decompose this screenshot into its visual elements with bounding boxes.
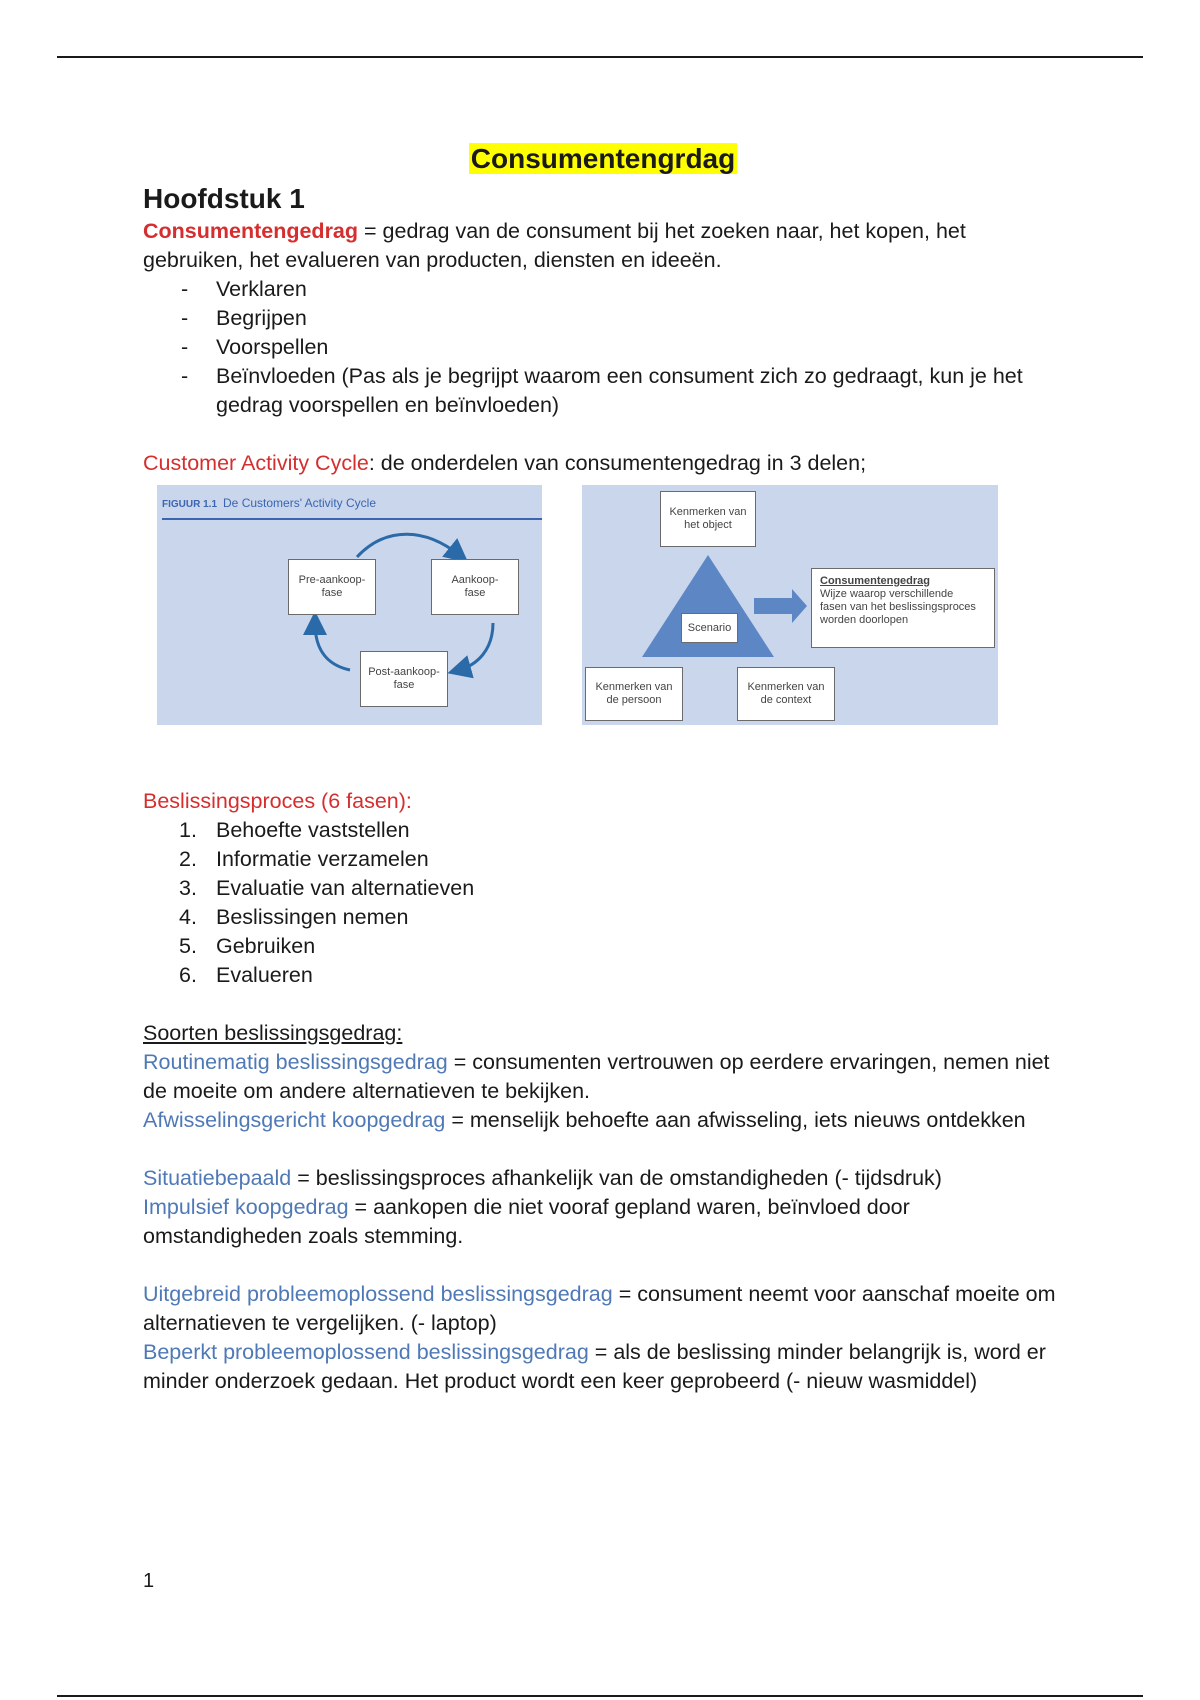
cycle-term: Customer Activity Cycle [143,451,369,475]
activity-cycle-figure [157,485,542,725]
cycle-text: : de onderdelen van consumentengedrag in 3 delen; [368,451,867,475]
pre-aankoop-box: Pre-aankoop- fase [288,559,376,615]
page-number: 1 [143,1570,155,1592]
consumer-behavior-model-figure [582,485,998,725]
definition-paragraph [143,217,1063,275]
impulse-paragraph: Impulsief koopgedrag = aankopen die niet vooraf gepland waren, beïnvloed door omstandigheden zoals stemming. [143,1195,910,1248]
chapter-heading: Hoofdstuk 1 [143,183,305,214]
list-item: 6. Evalueren [179,963,313,987]
routine-paragraph: Routinematig beslissingsgedrag = consumenten vertrouwen op eerdere ervaringen, nemen niet de moeite om andere alternatieven te bekijken. [143,1050,1050,1103]
list-item: 2. Informatie verzamelen [179,847,429,871]
document-body [143,140,1063,1396]
list-item: 4. Beslissingen nemen [179,905,409,929]
process-heading: Beslissingsproces (6 fasen): [143,789,412,813]
list-item: - Beïnvloeden (Pas als je begrijpt waarom een consument zich zo gedraagt, kun je het gedrag voorspellen en beïnvloeden) [181,364,1023,417]
top-rule [57,56,1143,58]
variety-paragraph: Afwisselingsgericht koopgedrag = menselijk behoefte aan afwisseling, iets nieuws ontdekken [143,1108,1026,1132]
figure-caption: FIGUUR 1.1 De Customers' Activity Cycle [162,496,377,510]
situational-paragraph: Situatiebepaald = beslissingsproces afhankelijk van de omstandigheden (- tijdsdruk) [143,1166,942,1190]
arrow-pre-to-aankoop [357,534,459,557]
definition-text: = gedrag van de consument bij het zoeken naar, het kopen, het gebruiken, het evalueren van producten, diensten en ideeën. [143,219,966,272]
arrow-post-to-pre [315,623,350,670]
limited-paragraph: Beperkt probleemoplossend beslissingsgedrag = als de beslissing minder belangrijk is, word er minder onderzoek gedaan. Het product wordt een keer geprobeerd (- nieuw wasmiddel) [143,1340,1046,1393]
document-title: Consumentengrdag [470,143,736,174]
aankoop-box: Aankoop- fase [431,559,519,615]
model-arrow [754,589,807,623]
cycle-paragraph [143,449,1063,478]
list-item: - Verklaren [181,277,307,301]
process-steps-list [143,816,1063,990]
context-characteristics-box: Kenmerken van de context [737,667,835,721]
goals-list [143,275,1063,420]
arrow-aankoop-to-post [459,623,493,670]
types-heading: Soorten beslissingsgedrag: [143,1021,403,1045]
bottom-rule [57,1695,1143,1697]
extended-paragraph: Uitgebreid probleemoplossend beslissingsgedrag = consument neemt voor aanschaf moeite om alternatieven te vergelijken. (- laptop) [143,1282,1056,1335]
figures-row [157,485,1063,725]
list-item: 3. Evaluatie van alternatieven [179,876,475,900]
consumer-behavior-box: Consumentengedrag Wijze waarop verschillende fasen van het beslissingsproces worden doorlopen [811,568,995,648]
list-item: - Voorspellen [181,335,329,359]
person-characteristics-box: Kenmerken van de persoon [585,667,683,721]
post-aankoop-box: Post-aankoop- fase [360,651,448,707]
object-characteristics-box: Kenmerken van het object [660,491,756,547]
list-item: 1. Behoefte vaststellen [179,818,410,842]
definition-term: Consumentengedrag [143,219,359,243]
scenario-box: Scenario [681,613,738,643]
list-item: 5. Gebruiken [179,934,316,958]
list-item: - Begrijpen [181,306,307,330]
